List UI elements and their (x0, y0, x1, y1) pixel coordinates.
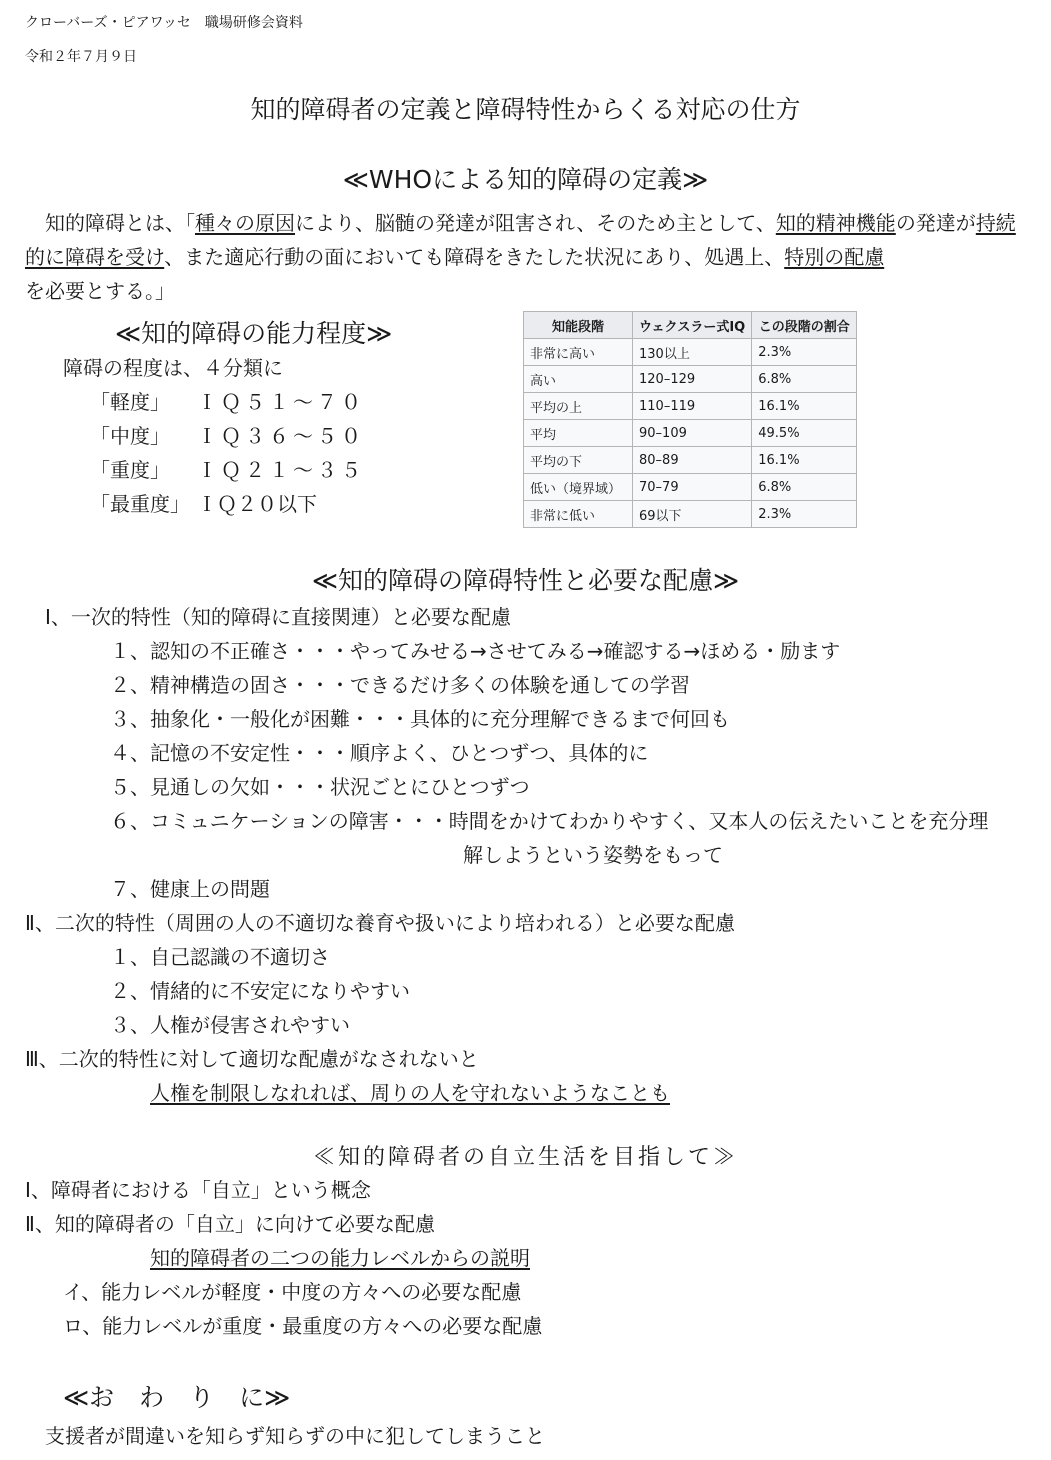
table-cell: 69以下 (633, 501, 752, 528)
table-cell: 110–119 (633, 393, 752, 420)
table-cell: 平均 (524, 420, 633, 447)
level-name: 「最重度」 (90, 492, 190, 516)
rights-restriction-note: 人権を制限しなれれば、周りの人を守れないようなことも (150, 1081, 670, 1105)
ability-level-note: 知的障碍者の二つの能力レベルからの説明 (150, 1246, 530, 1270)
page-title: 知的障碍者の定義と障碍特性からくる対応の仕方 (250, 95, 801, 124)
ability-intro: 障碍の程度は、４分類に (63, 356, 283, 380)
closing-heading: ≪お わ り に≫ (63, 1383, 291, 1412)
level-row (90, 453, 365, 487)
who-definition (25, 206, 1025, 308)
iq-table-wrapper (523, 311, 857, 528)
tertiary-heading: Ⅲ、二次的特性に対して適切な配慮がなされないと (25, 1047, 479, 1071)
column-header: この段階の割合 (752, 312, 857, 339)
table-header-row (524, 312, 857, 339)
ability-heading: ≪知的障碍の能力程度≫ (115, 319, 393, 348)
level-iq: ＩＱ２０以下 (197, 492, 317, 516)
list-item: ５、見通しの欠如・・・状況ごとにひとつずつ (110, 775, 530, 799)
level-row (90, 487, 317, 521)
level-name: 「重度」 (90, 458, 170, 482)
definition-text: 、また適応行動の面においても障碍をきたした状況にあり、処遇上、 (164, 245, 785, 269)
level-row (90, 419, 365, 453)
definition-text: により、脳髄の発達が阻害され、そのため主として、 (295, 211, 776, 235)
column-header: ウェクスラー式IQ (633, 312, 752, 339)
table-cell: 2.3% (752, 501, 857, 528)
independence-item: Ⅰ、障碍者における「自立」という概念 (25, 1178, 371, 1202)
definition-text: 知的障碍とは、「 (45, 211, 195, 235)
independence-heading: ≪知的障碍者の自立生活を目指して≫ (312, 1145, 738, 1170)
table-row (524, 339, 857, 366)
table-cell: 16.1% (752, 393, 857, 420)
document-source: クローバーズ・ピアワッセ 職場研修会資料 (25, 15, 303, 31)
table-cell: 平均の上 (524, 393, 633, 420)
independence-item: Ⅱ、知的障碍者の「自立」に向けて必要な配慮 (25, 1212, 435, 1236)
list-item: ４、記憶の不安定性・・・順序よく、ひとつずつ、具体的に (110, 741, 649, 765)
table-cell: 16.1% (752, 447, 857, 474)
definition-underline: 種々の原因 (195, 211, 295, 235)
table-row (524, 501, 857, 528)
column-header: 知能段階 (524, 312, 633, 339)
level-iq: ＩＱ２１～３５ (197, 458, 365, 482)
table-cell: 130以上 (633, 339, 752, 366)
table-cell: 90–109 (633, 420, 752, 447)
who-heading: ≪WHOによる知的障碍の定義≫ (342, 165, 709, 194)
list-item: ６、コミュニケーションの障害・・・時間をかけてわかりやすく、又本人の伝えたいことを充分理 (110, 809, 989, 833)
secondary-traits-heading: Ⅱ、二次的特性（周囲の人の不適切な養育や扱いにより培われる）と必要な配慮 (25, 911, 735, 935)
list-item: ３、抽象化・一般化が困難・・・具体的に充分理解できるまで何回も (110, 707, 730, 731)
table-cell: 平均の下 (524, 447, 633, 474)
level-iq: ＩＱ５１～７０ (197, 390, 365, 414)
definition-underline: 持続的に障碍を受け (25, 211, 1016, 269)
table-row (524, 447, 857, 474)
table-row (524, 366, 857, 393)
table-cell: 2.3% (752, 339, 857, 366)
list-item: ２、精神構造の固さ・・・できるだけ多くの体験を通しての学習 (110, 673, 690, 697)
level-iq: ＩＱ３６～５０ (197, 424, 365, 448)
table-row (524, 474, 857, 501)
definition-underline: 特別の配慮 (784, 245, 885, 269)
level-name: 「中度」 (90, 424, 170, 448)
traits-heading: ≪知的障碍の障碍特性と必要な配慮≫ (311, 566, 740, 595)
iq-distribution-table (523, 311, 857, 528)
sub-item: ロ、能力レベルが重度・最重度の方々への必要な配慮 (63, 1314, 543, 1338)
definition-underline: 知的精神機能 (775, 211, 896, 235)
document-date: 令和２年７月９日 (25, 49, 137, 65)
closing-text: 支援者が間違いを知らず知らずの中に犯してしまうこと (45, 1424, 545, 1448)
table-cell: 80–89 (633, 447, 752, 474)
list-item: ３、人権が侵害されやすい (110, 1013, 350, 1037)
table-cell: 120–129 (633, 366, 752, 393)
level-row (90, 385, 365, 419)
table-cell: 低い（境界域） (524, 474, 633, 501)
list-item: ７、健康上の問題 (110, 877, 270, 901)
list-item-continuation: 解しようという姿勢をもって (463, 843, 723, 867)
table-cell: 6.8% (752, 474, 857, 501)
table-cell: 49.5% (752, 420, 857, 447)
sub-item: イ、能力レベルが軽度・中度の方々への必要な配慮 (63, 1280, 522, 1304)
table-cell: 非常に高い (524, 339, 633, 366)
list-item: １、自己認識の不適切さ (110, 945, 330, 969)
level-name: 「軽度」 (90, 390, 170, 414)
table-cell: 高い (524, 366, 633, 393)
primary-traits-heading: Ⅰ、一次的特性（知的障碍に直接関連）と必要な配慮 (45, 605, 511, 629)
list-item: １、認知の不正確さ・・・やってみせる→させてみる→確認する→ほめる・励ます (110, 639, 841, 663)
table-row (524, 420, 857, 447)
definition-text: の発達が (895, 211, 976, 235)
table-cell: 非常に低い (524, 501, 633, 528)
table-row (524, 393, 857, 420)
list-item: ２、情緒的に不安定になりやすい (110, 979, 410, 1003)
table-cell: 6.8% (752, 366, 857, 393)
table-cell: 70–79 (633, 474, 752, 501)
definition-text: を必要とする。」 (25, 279, 175, 303)
